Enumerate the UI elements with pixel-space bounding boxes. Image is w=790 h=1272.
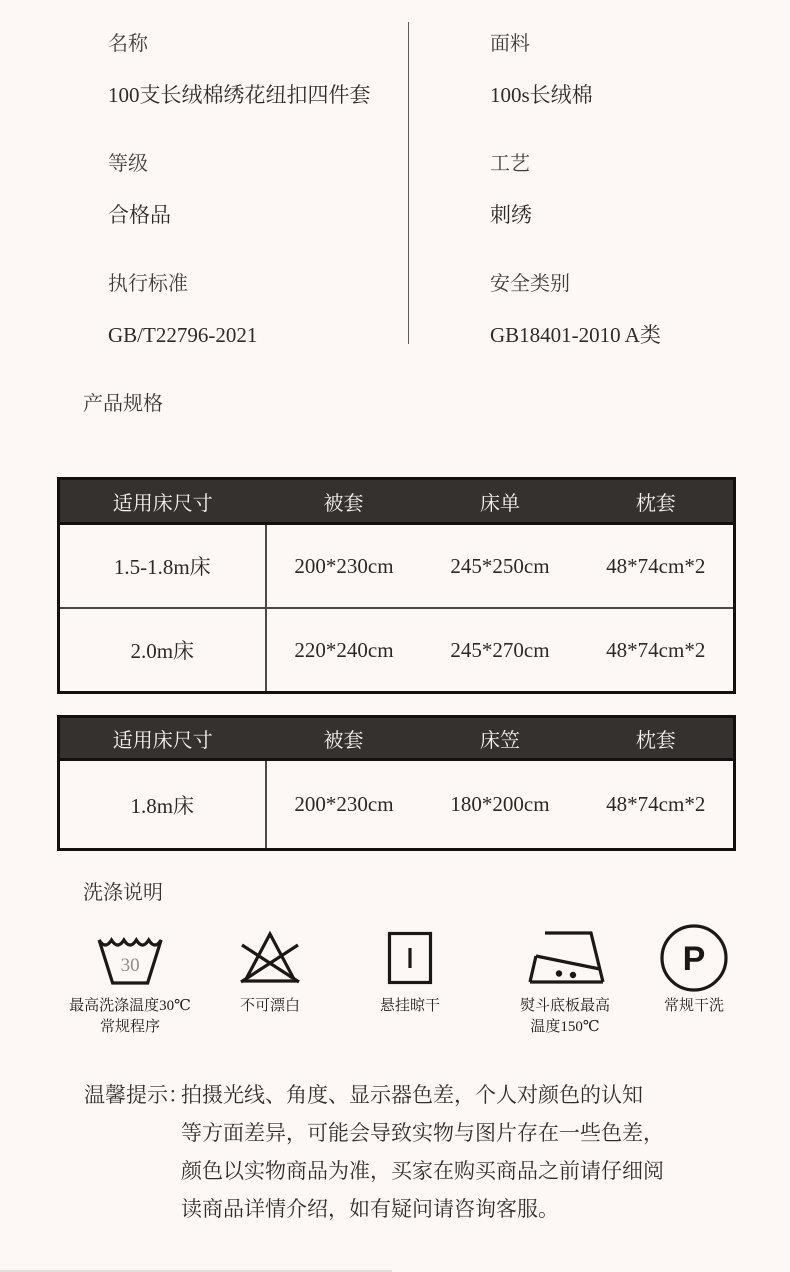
tips-line: 等方面差异，可能会导致实物与图片存在一些色差， [181,1121,664,1145]
cell-duvet: 200*230cm [294,553,394,578]
cell-pillow: 48*74cm*2 [606,553,706,578]
cell-pillow: 48*74cm*2 [579,608,735,693]
header-duvet-cover: 被套 [266,717,422,760]
care-label: 温度150℃ [530,1019,600,1035]
care-label: 悬挂晾干 [379,998,441,1014]
cell-duvet: 200*230cm [294,792,394,816]
care-label: 常规程序 [99,1019,160,1035]
field-value: GB18401-2010 A类 [490,323,661,347]
header-flat-sheet: 床单 [422,479,579,524]
table-row [59,524,735,609]
care-label: 熨斗底板最高 [519,998,611,1014]
info-field-standard [108,270,490,350]
field-value: 100支长绒棉绣花纽扣四件套 [108,83,371,107]
header-duvet-cover: 被套 [266,479,422,524]
iron-150-icon [520,920,610,996]
vertical-divider [408,22,409,344]
hang-dry-icon [380,920,440,996]
care-label: 常规干洗 [663,998,724,1014]
info-field-safety [490,270,790,350]
table-row [59,760,735,850]
cell-pillow: 48*74cm*2 [606,792,706,816]
svg-text:30: 30 [120,955,140,976]
field-label: 安全类别 [490,273,570,295]
table-row [59,608,735,693]
field-label: 名称 [108,33,148,55]
field-label: 等级 [108,153,148,175]
header-pillowcase: 枕套 [579,717,735,760]
no-bleach-icon [238,920,302,996]
cell-bed-size: 1.8m床 [59,760,266,850]
wash-30-icon [69,920,191,996]
cell-bed-size: 1.5-1.8m床 [59,524,266,609]
field-label: 面料 [490,33,530,55]
cell-fitted: 180*200cm [450,792,550,816]
spec-table-fitted [57,715,736,851]
cell-duvet: 220*240cm [266,608,422,693]
cell-sheet: 245*270cm [422,608,579,693]
info-field-name [108,30,490,110]
tips-line: 颜色以实物商品为准，买家在购买商品之前请仔细阅 [181,1159,664,1183]
field-value: 合格品 [108,203,171,227]
care-section-title: 洗涤说明 [83,882,163,904]
svg-text:P: P [682,940,706,978]
field-label: 执行标准 [108,273,188,295]
spec-section-title: 产品规格 [83,393,163,415]
care-label: 最高洗涤温度30℃ [69,998,191,1014]
table-header-row [59,479,735,524]
tips-line: 读商品详情介绍，如有疑问请咨询客服。 [181,1197,559,1221]
care-item-dry-clean [657,920,731,1017]
info-field-craft [490,150,790,230]
cell-sheet: 245*250cm [450,553,550,578]
field-value: 刺绣 [490,203,532,227]
tips-line: 拍摄光线、角度、显示器色差，个人对颜色的认知 [181,1083,643,1107]
table-header-row [59,717,735,760]
spec-table-sheet [57,477,736,694]
care-icons-row [0,920,790,1050]
product-info-grid [108,30,790,390]
header-bed-size: 适用床尺寸 [59,717,266,760]
care-label: 不可漂白 [239,998,300,1014]
care-item-wash30 [69,920,191,1038]
field-value: 100s长绒棉 [490,83,593,107]
care-item-hang-dry [380,920,440,1017]
cell-bed-size: 2.0m床 [59,608,266,693]
tips-label: 温馨提示： [84,1083,189,1107]
field-value: GB/T22796-2021 [108,323,258,347]
header-fitted-sheet: 床笠 [422,717,579,760]
dry-clean-icon [657,920,731,996]
info-field-grade [108,150,490,230]
header-bed-size: 适用床尺寸 [59,479,266,524]
info-field-fabric [490,30,790,110]
care-item-no-bleach [238,920,302,1017]
field-label: 工艺 [490,153,530,175]
care-item-iron [520,920,610,1038]
tips-paragraph [181,1076,664,1228]
header-pillowcase: 枕套 [579,479,735,524]
